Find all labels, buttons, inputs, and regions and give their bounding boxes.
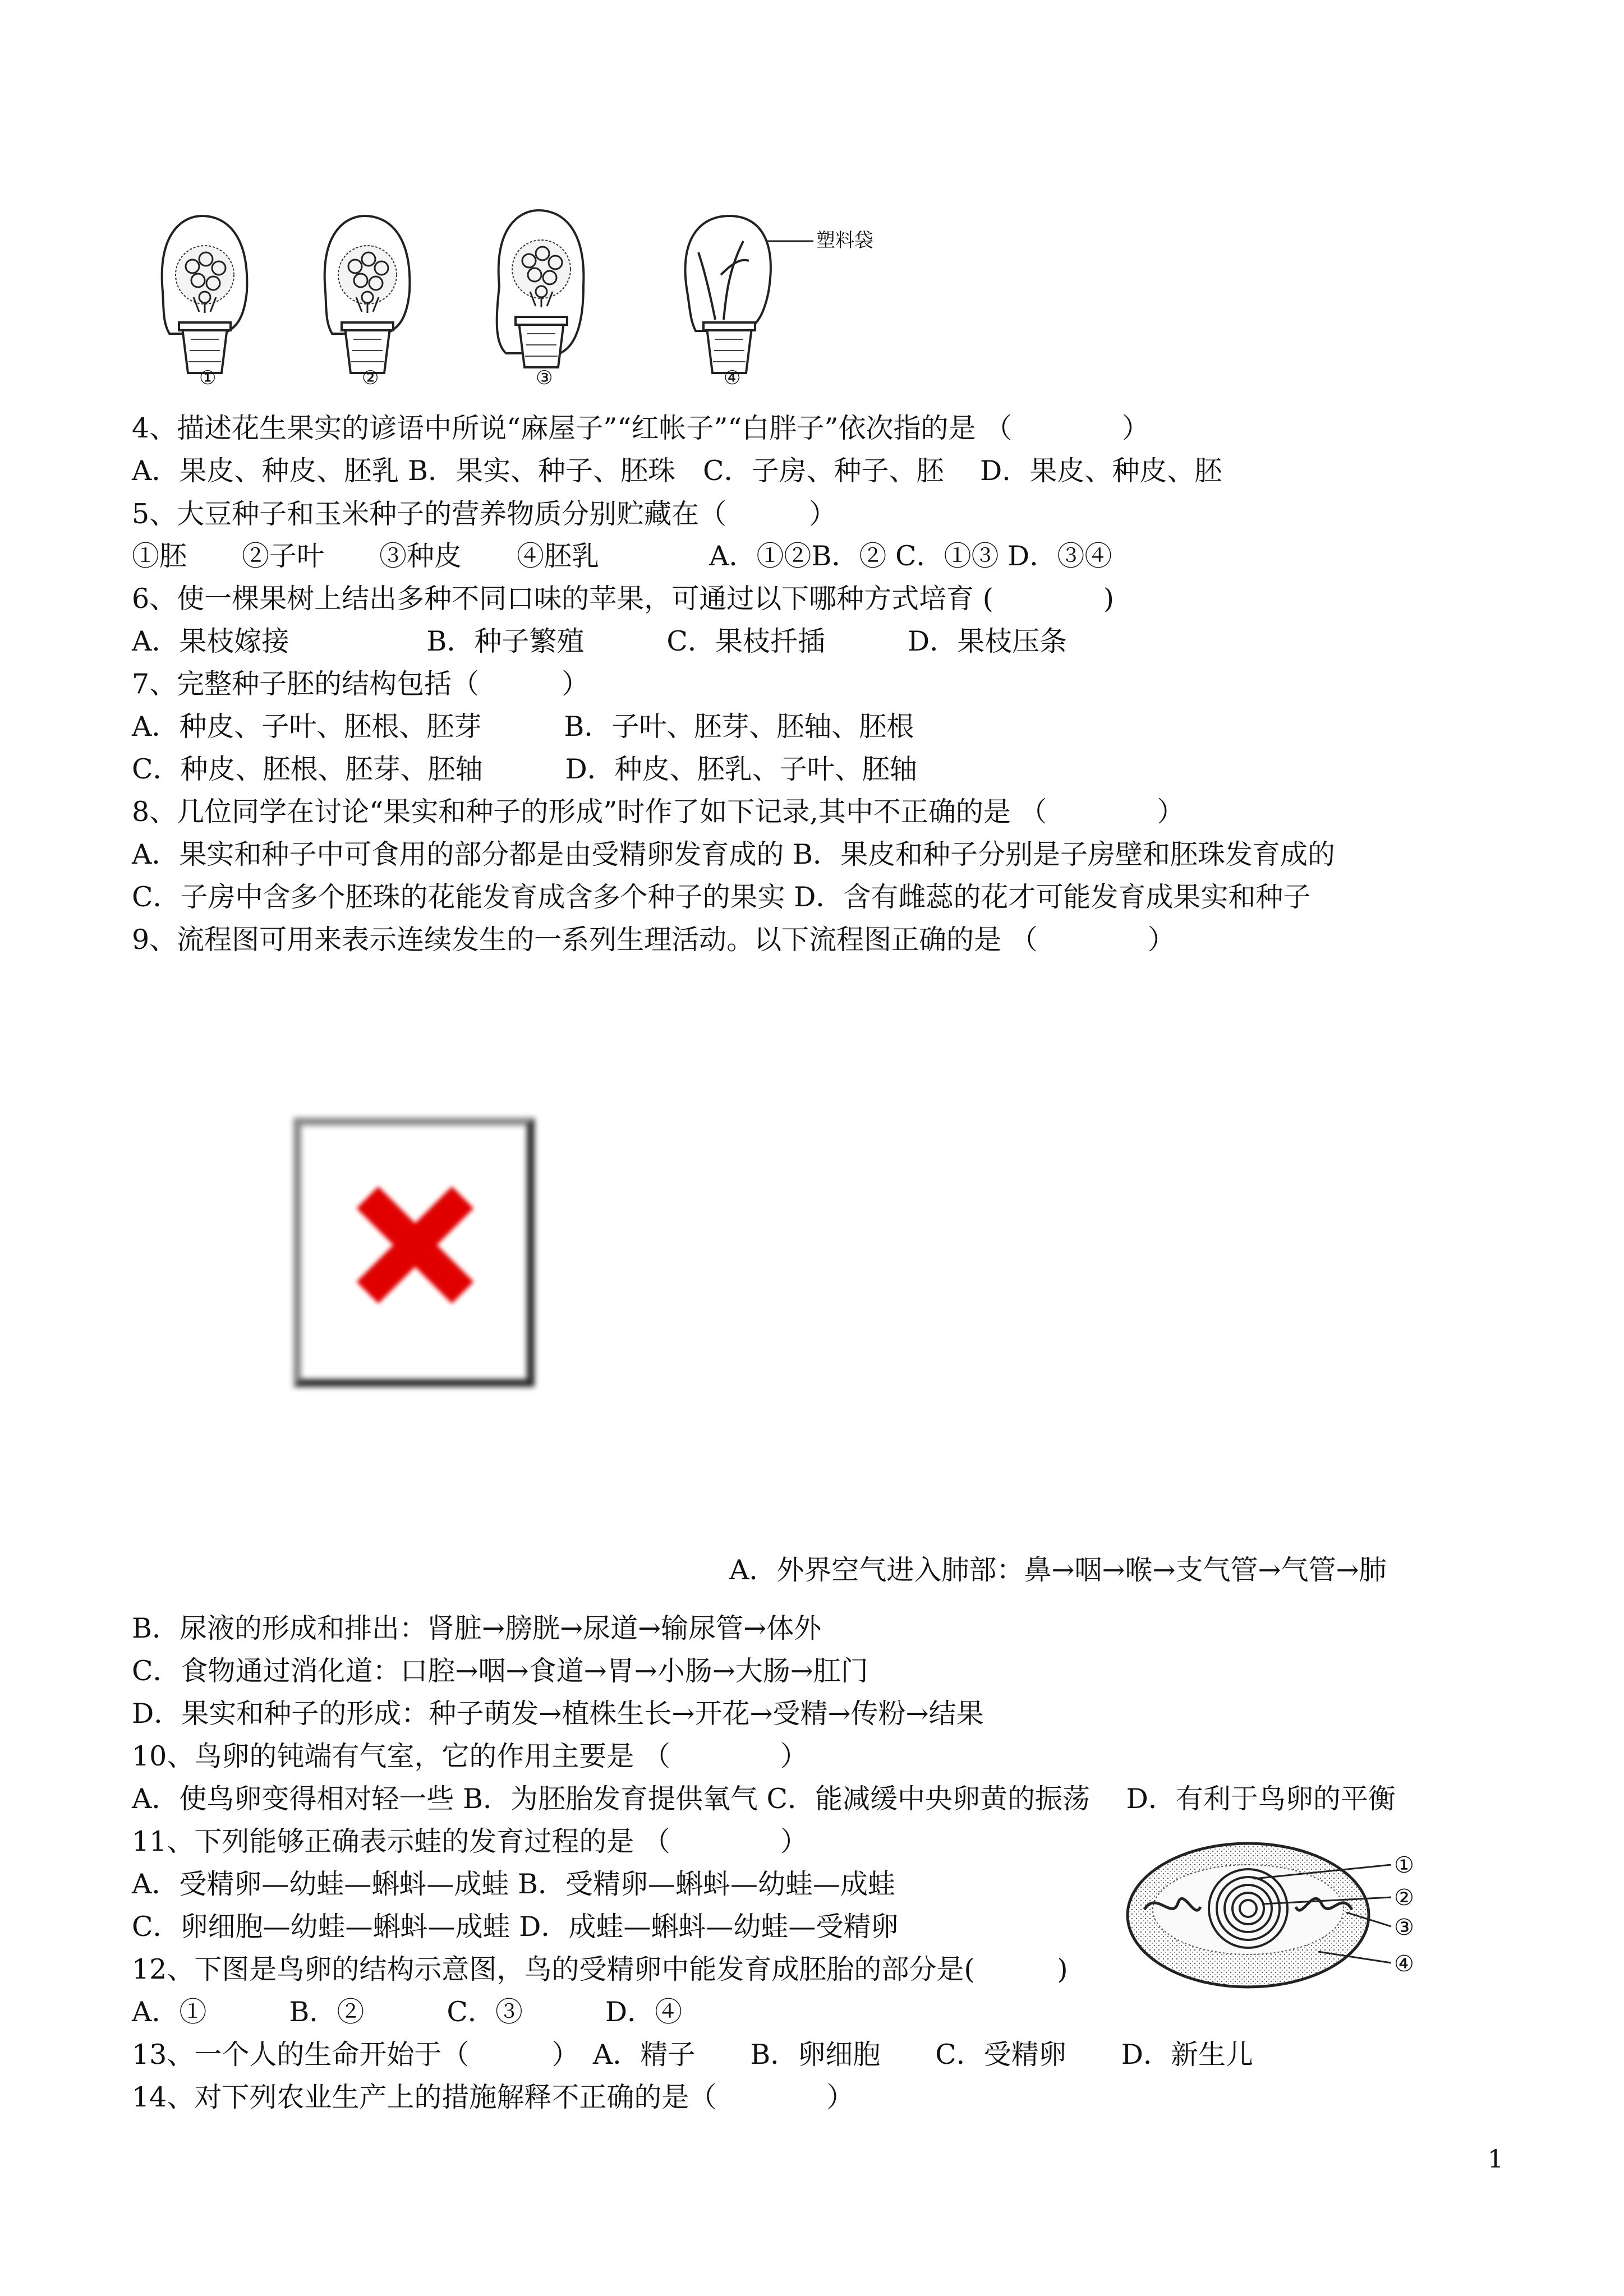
q8-options-ab: A．果实和种子中可食用的部分都是由受精卵发育成的 B．果皮和种子分别是子房壁和胚珠发育成的 — [132, 838, 1335, 870]
page-number: 1 — [1488, 2145, 1503, 2174]
q7-stem: 7、完整种子胚的结构包括（ ） — [132, 668, 590, 700]
q5-stem: 5、大豆种子和玉米种子的营养物质分别贮藏在（ ） — [132, 498, 837, 530]
broken-image-placeholder — [289, 1113, 541, 1394]
plant-label-4: ④ — [724, 367, 741, 389]
plant-label-1: ① — [199, 367, 217, 389]
q10-options: A．使鸟卵变得相对轻一些 B．为胚胎发育提供氧气 C．能减缓中央卵黄的振荡 D．有利于鸟卵的平衡 — [132, 1783, 1396, 1815]
plant-bag-figure — [151, 208, 909, 393]
q12-stem: 12、下图是鸟卵的结构示意图，鸟的受精卵中能发育成胚胎的部分是( ) — [132, 1953, 1068, 1985]
q9-option-b: B．尿液的形成和排出：肾脏→膀胱→尿道→输尿管→体外 — [132, 1612, 822, 1644]
q8-stem: 8、几位同学在讨论“果实和种子的形成”时作了如下记录,其中不正确的是 （ ） — [132, 796, 1185, 828]
q8-options-cd: C．子房中含多个胚珠的花能发育成含多个种子的果实 D．含有雌蕊的花才可能发育成果实和种子 — [132, 881, 1311, 913]
plant-label-2: ② — [362, 367, 379, 389]
plant-1 — [162, 216, 247, 373]
plant-2 — [325, 216, 410, 373]
q13-line: 13、一个人的生命开始于（ ） A．精子 B．卵细胞 C．受精卵 D．新生儿 — [132, 2039, 1254, 2071]
q11-stem: 11、下列能够正确表示蛙的发育过程的是 （ ） — [132, 1825, 808, 1857]
q6-stem: 6、使一棵果树上结出多种不同口味的苹果，可通过以下哪种方式培育 ( ) — [132, 583, 1114, 615]
q5-options: ①胚 ②子叶 ③种皮 ④胚乳 A．①②B．② C．①③ D．③④ — [132, 540, 1112, 572]
q4-stem: 4、描述花生果实的谚语中所说“麻屋子”“红帐子”“白胖子”依次指的是 （ ） — [132, 412, 1150, 444]
q7-options-ab: A．种皮、子叶、胚根、胚芽 B．子叶、胚芽、胚轴、胚根 — [132, 711, 914, 743]
broken-image-x-icon — [351, 1181, 485, 1315]
bag-label: 塑料袋 — [816, 229, 873, 252]
q9-option-d: D．果实和种子的形成：种子萌发→植株生长→开花→受精→传粉→结果 — [132, 1698, 984, 1730]
q7-options-cd: C．种皮、胚根、胚芽、胚轴 D．种皮、胚乳、子叶、胚轴 — [132, 753, 917, 785]
q14-stem: 14、对下列农业生产上的措施解释不正确的是（ ） — [132, 2081, 854, 2113]
q4-options: A．果皮、种皮、胚乳 B．果实、种子、胚珠 C．子房、种子、胚 D．果皮、种皮、胚 — [132, 455, 1222, 487]
q11-options-ab: A．受精卵—幼蛙—蝌蚪—成蛙 B．受精卵—蝌蚪—幼蛙—成蛙 — [132, 1868, 895, 1900]
plant-3 — [497, 210, 584, 367]
egg-label-3: ③ — [1394, 1915, 1414, 1940]
egg-label-4: ④ — [1394, 1951, 1414, 1977]
q6-options: A．果枝嫁接 B．种子繁殖 C．果枝扦插 D．果枝压条 — [132, 625, 1068, 657]
plant-label-3: ③ — [536, 367, 553, 389]
q10-stem: 10、鸟卵的钝端有气室，它的作用主要是 （ ） — [132, 1740, 808, 1772]
bird-egg-diagram — [1122, 1837, 1436, 1994]
egg-label-1: ① — [1394, 1852, 1414, 1878]
q9-option-c: C．食物通过消化道：口腔→咽→食道→胃→小肠→大肠→肛门 — [132, 1655, 868, 1687]
q12-options: A．① B．② C．③ D．④ — [132, 1996, 683, 2028]
plant-4 — [686, 216, 873, 373]
q9-option-a: A．外界空气进入肺部：鼻→咽→喉→支气管→气管→肺 — [729, 1554, 1387, 1586]
q11-options-cd: C．卵细胞—幼蛙—蝌蚪—成蛙 D．成蛙—蝌蚪—幼蛙—受精卵 — [132, 1911, 899, 1943]
egg-label-2: ② — [1394, 1885, 1414, 1911]
q9-stem: 9、流程图可用来表示连续发生的一系列生理活动。以下流程图正确的是 （ ） — [132, 924, 1175, 956]
